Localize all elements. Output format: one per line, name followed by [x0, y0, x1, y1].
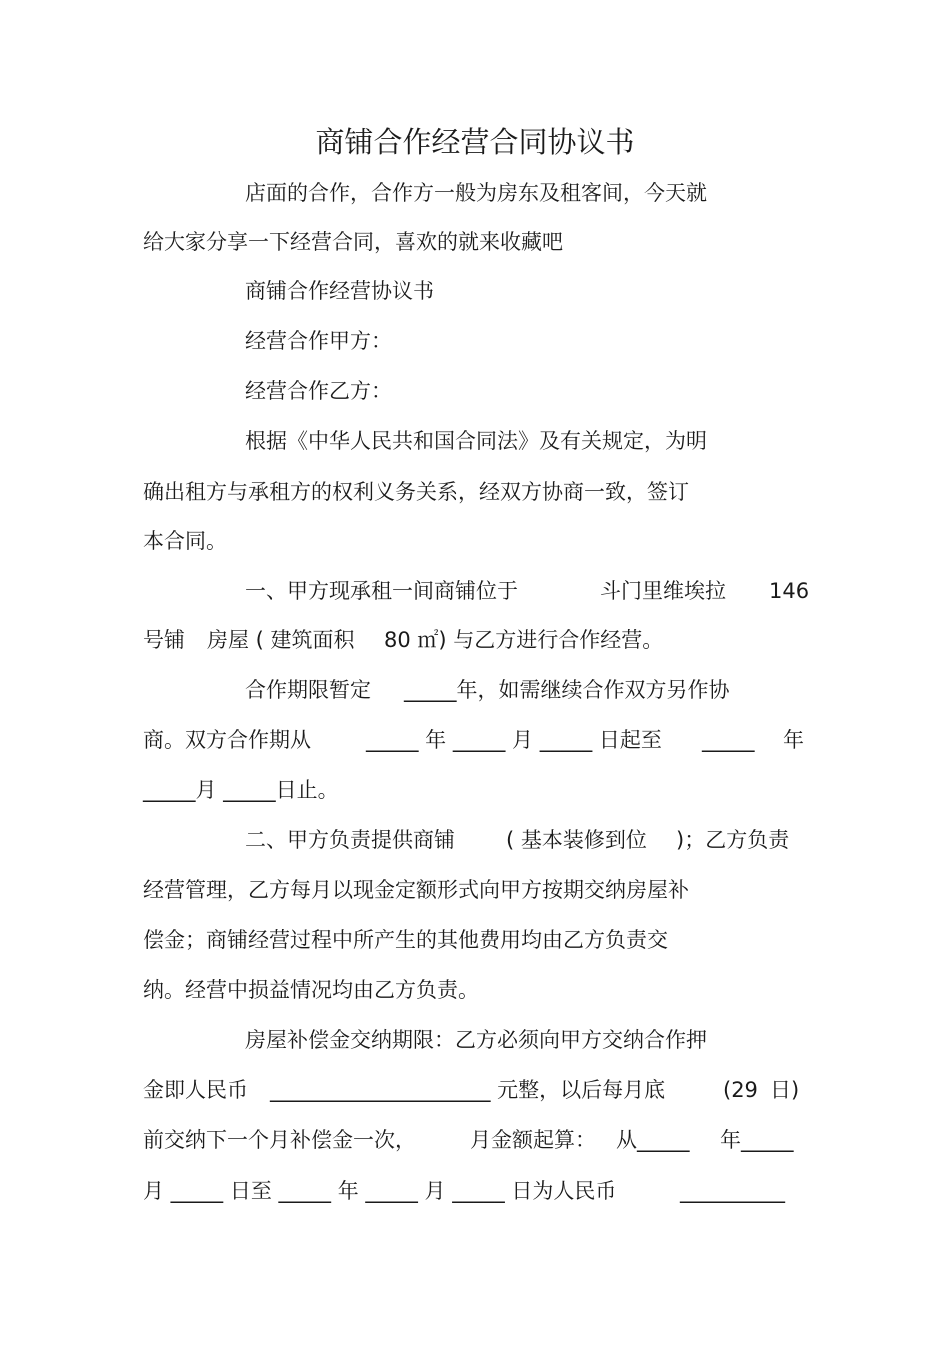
- text-segment: 年_____: [720, 1128, 794, 1152]
- text-line: 本合同。: [143, 529, 227, 553]
- text-segment: )；乙方负责: [676, 828, 790, 852]
- text-line: 商铺合作经营协议书: [245, 279, 434, 303]
- text-segment: __________: [680, 1179, 785, 1203]
- text-segment: 商。双方合作期从: [143, 728, 311, 752]
- text-segment: 146: [769, 579, 810, 603]
- text-line: 经营合作乙方：: [245, 379, 392, 403]
- text-segment: _____ 年 _____ 月 _____ 日起至: [366, 728, 662, 752]
- text-line: 确出租方与承租方的权利义务关系，经双方协商一致，签订: [143, 480, 689, 504]
- text-segment: _____年，如需继续合作双方另作协: [404, 678, 730, 702]
- text-line: 经营管理，乙方每月以现金定额形式向甲方按期交纳房屋补: [143, 878, 689, 902]
- text-segment: 号铺: [143, 628, 185, 652]
- text-segment: 月 _____ 日至 _____ 年 _____ 月 _____ 日为人民币: [143, 1179, 617, 1203]
- text-segment: 从_____: [616, 1128, 690, 1152]
- text-segment: 斗门里维埃拉: [600, 579, 726, 603]
- text-line: 偿金；商铺经营过程中所产生的其他费用均由乙方负责交: [143, 928, 668, 952]
- text-segment: 二、甲方负责提供商铺: [245, 828, 455, 852]
- text-segment: 一、甲方现承租一间商铺位于: [245, 579, 518, 603]
- text-segment: 房屋 ( 建筑面积: [207, 628, 355, 652]
- text-line: 给大家分享一下经营合同，喜欢的就来收藏吧: [143, 230, 563, 254]
- text-segment: 金即人民币: [143, 1078, 248, 1102]
- document-title: 商铺合作经营合同协议书: [315, 125, 635, 159]
- text-line: 经营合作甲方：: [245, 329, 392, 353]
- text-segment: 月金额起算：: [470, 1128, 596, 1152]
- text-segment: (29: [723, 1078, 758, 1102]
- text-segment: _____________________ 元整，以后每月底: [270, 1078, 666, 1102]
- text-segment: _____: [702, 728, 755, 752]
- text-segment: 合作期限暂定: [245, 678, 371, 702]
- text-line: _____月 _____日止。: [143, 778, 339, 802]
- text-segment: 年: [783, 728, 804, 752]
- text-segment: 80 ㎡) 与乙方进行合作经营。: [384, 628, 664, 652]
- text-segment: 前交纳下一个月补偿金一次，: [143, 1128, 416, 1152]
- text-line: 店面的合作，合作方一般为房东及租客间，今天就: [245, 181, 707, 205]
- text-line: 房屋补偿金交纳期限：乙方必须向甲方交纳合作押: [245, 1028, 707, 1052]
- text-segment: ( 基本装修到位: [506, 828, 647, 852]
- text-line: 纳。经营中损益情况均由乙方负责。: [143, 978, 479, 1002]
- text-line: 根据《中华人民共和国合同法》及有关规定，为明: [245, 429, 707, 453]
- text-segment: 日): [770, 1078, 800, 1102]
